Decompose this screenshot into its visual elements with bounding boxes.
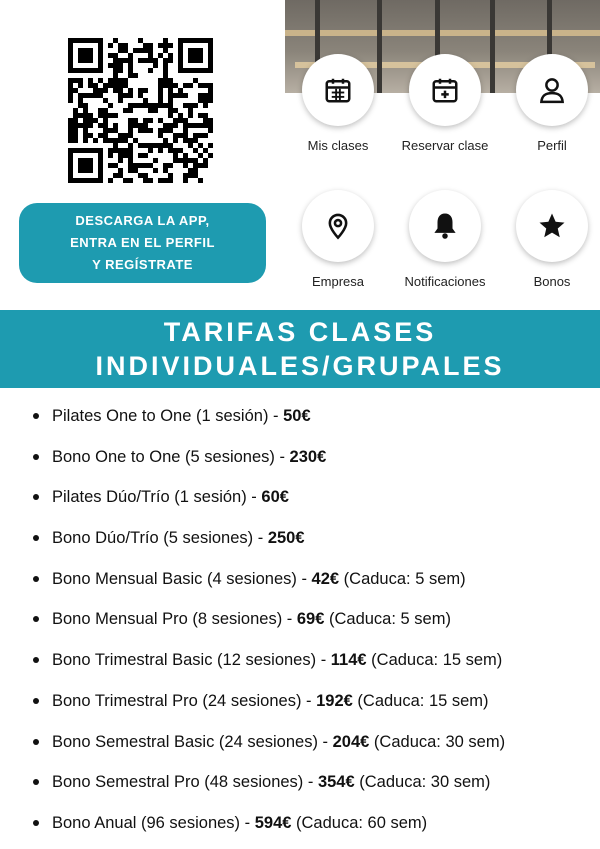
app-notificaciones[interactable] bbox=[390, 190, 500, 289]
banner-line-2: INDIVIDUALES/GRUPALES bbox=[95, 351, 505, 381]
app-label-mis-clases: Mis clases bbox=[307, 138, 369, 153]
price-item: Bono Mensual Basic (4 sesiones) - 42€ (Caduca: 5 sem) bbox=[0, 559, 600, 600]
calendar-plus-icon bbox=[430, 75, 460, 105]
app-perfil[interactable] bbox=[497, 54, 600, 153]
price-item: Bono Anual (96 sesiones) - 594€ (Caduca: 60 sem) bbox=[0, 803, 600, 844]
banner-line-1: TARIFAS CLASES bbox=[163, 317, 437, 347]
star-icon bbox=[537, 211, 567, 241]
app-empresa[interactable] bbox=[283, 190, 393, 289]
app-mis-clases[interactable] bbox=[283, 54, 393, 153]
app-label-reservar-clase: Reservar clase bbox=[401, 138, 489, 153]
app-label-empresa: Empresa bbox=[311, 274, 365, 289]
price-item: Bono Mensual Pro (8 sesiones) - 69€ (Caduca: 5 sem) bbox=[0, 599, 600, 640]
calendar-icon bbox=[323, 75, 353, 105]
qr-code[interactable] bbox=[68, 38, 213, 183]
user-icon bbox=[537, 75, 567, 105]
tarifas-banner bbox=[0, 310, 600, 388]
price-item: Bono Semestral Pro (48 sesiones) - 354€ (Caduca: 30 sem) bbox=[0, 762, 600, 803]
app-reservar-clase[interactable] bbox=[390, 54, 500, 153]
download-app-callout bbox=[19, 203, 266, 283]
price-item: Bono Semestral Basic (24 sesiones) - 204€ (Caduca: 30 sem) bbox=[0, 722, 600, 763]
price-list bbox=[0, 396, 600, 844]
price-item: Bono Trimestral Basic (12 sesiones) - 114€ (Caduca: 15 sem) bbox=[0, 640, 600, 681]
location-pin-icon bbox=[324, 211, 352, 241]
cta-line-1: DESCARGA LA APP, bbox=[75, 213, 210, 228]
price-item: Bono Dúo/Trío (5 sesiones) - 250€ bbox=[0, 518, 600, 559]
price-item: Pilates One to One (1 sesión) - 50€ bbox=[0, 396, 600, 437]
cta-line-2: ENTRA EN EL PERFIL bbox=[70, 235, 215, 250]
app-label-notificaciones: Notificaciones bbox=[404, 274, 486, 289]
app-label-perfil: Perfil bbox=[537, 138, 567, 153]
cta-line-3: Y REGÍSTRATE bbox=[92, 257, 193, 272]
price-item: Pilates Dúo/Trío (1 sesión) - 60€ bbox=[0, 477, 600, 518]
price-item: Bono One to One (5 sesiones) - 230€ bbox=[0, 437, 600, 478]
bell-icon bbox=[430, 211, 460, 241]
app-label-bonos: Bonos bbox=[533, 274, 571, 289]
price-item: Bono Trimestral Pro (24 sesiones) - 192€ (Caduca: 15 sem) bbox=[0, 681, 600, 722]
app-bonos[interactable] bbox=[497, 190, 600, 289]
